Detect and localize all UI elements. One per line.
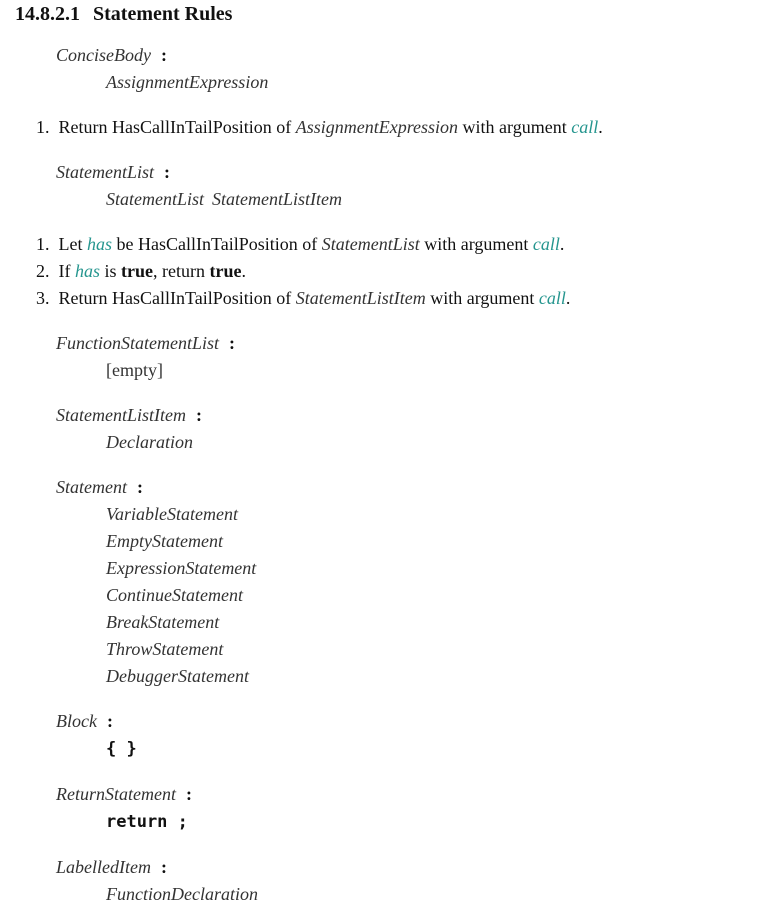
production-colon: : xyxy=(228,333,235,353)
variable-link[interactable]: call xyxy=(532,234,560,254)
nonterminal: AssignmentExpression xyxy=(106,72,269,92)
nonterminal: ExpressionStatement xyxy=(106,558,257,578)
algorithm-step xyxy=(36,288,570,315)
step-number: 1. xyxy=(36,117,50,137)
production-colon: : xyxy=(106,711,113,731)
nonterminal: AssignmentExpression xyxy=(295,117,459,137)
nonterminal: ContinueStatement xyxy=(106,585,243,605)
nonterminal: VariableStatement xyxy=(106,504,238,524)
step-text: with argument xyxy=(425,288,539,308)
step-text: Return HasCallInTailPosition of xyxy=(58,288,296,308)
production-colon: : xyxy=(160,857,167,877)
algorithm-step xyxy=(36,117,603,144)
keyword-true: true xyxy=(209,261,242,281)
nonterminal: Statement xyxy=(56,477,127,497)
production-lhs xyxy=(56,477,143,498)
algorithm-step xyxy=(36,234,570,261)
production-rhs xyxy=(106,739,137,759)
step-text: If xyxy=(58,261,75,281)
step-text: be HasCallInTailPosition of xyxy=(112,234,322,254)
step-text: is xyxy=(100,261,122,281)
variable-link[interactable]: call xyxy=(538,288,566,308)
production-lhs xyxy=(56,784,192,805)
algorithm-steps xyxy=(36,234,570,315)
production-lhs xyxy=(56,857,167,878)
nonterminal: StatementListItem xyxy=(295,288,426,308)
production-rhs xyxy=(106,558,256,579)
step-text: . xyxy=(565,288,571,308)
nonterminal: ThrowStatement xyxy=(106,639,224,659)
production-rhs xyxy=(106,639,223,660)
production-rhs xyxy=(106,72,268,93)
step-text: . xyxy=(241,261,246,281)
algorithm-step xyxy=(36,261,570,288)
step-text: with argument xyxy=(458,117,572,137)
nonterminal: StatementList xyxy=(106,189,204,209)
production-rhs xyxy=(106,504,238,525)
step-number: 1. xyxy=(36,234,50,254)
step-text: Let xyxy=(58,234,87,254)
nonterminal: ReturnStatement xyxy=(56,784,176,804)
production-rhs xyxy=(106,884,258,905)
production-colon: : xyxy=(195,405,202,425)
nonterminal: StatementListItem xyxy=(56,405,186,425)
nonterminal: LabelledItem xyxy=(56,857,151,877)
nonterminal: BreakStatement xyxy=(106,612,220,632)
algorithm-steps xyxy=(36,117,603,144)
keyword-true: true xyxy=(121,261,154,281)
production-rhs xyxy=(106,612,219,633)
production-colon: : xyxy=(185,784,192,804)
production-lhs xyxy=(56,333,235,354)
production-lhs xyxy=(56,162,170,183)
nonterminal: ConciseBody xyxy=(56,45,151,65)
production-rhs xyxy=(106,360,163,381)
terminal-symbol: return ; xyxy=(106,812,188,832)
nonterminal: StatementList xyxy=(56,162,154,182)
section-number: 14.8.2.1 xyxy=(15,3,80,25)
section-heading xyxy=(15,3,232,26)
production-rhs xyxy=(106,189,342,210)
nonterminal: FunctionStatementList xyxy=(56,333,219,353)
variable-link[interactable]: has xyxy=(87,234,113,254)
variable-link[interactable]: has xyxy=(75,261,101,281)
step-text: , return xyxy=(153,261,210,281)
production-colon: : xyxy=(160,45,167,65)
nonterminal: FunctionDeclaration xyxy=(106,884,258,904)
production-rhs xyxy=(106,585,243,606)
step-number: 2. xyxy=(36,261,50,281)
section-title: Statement Rules xyxy=(93,3,233,25)
nonterminal: StatementList xyxy=(321,234,420,254)
nonterminal: Block xyxy=(56,711,97,731)
nonterminal: EmptyStatement xyxy=(106,531,223,551)
production-rhs xyxy=(106,666,249,687)
nonterminal: Declaration xyxy=(106,432,193,452)
nonterminal: DebuggerStatement xyxy=(106,666,249,686)
production-colon: : xyxy=(164,162,170,182)
terminal-symbol: { } xyxy=(106,739,137,759)
variable-link[interactable]: call xyxy=(571,117,599,137)
step-number: 3. xyxy=(36,288,50,308)
nonterminal: StatementListItem xyxy=(212,189,342,209)
production-lhs xyxy=(56,405,202,426)
production-lhs xyxy=(56,711,113,732)
production-colon: : xyxy=(136,477,143,497)
production-rhs xyxy=(106,812,188,832)
production-rhs xyxy=(106,432,193,453)
production-lhs xyxy=(56,45,167,66)
step-text: . xyxy=(559,234,565,254)
step-text: Return HasCallInTailPosition of xyxy=(58,117,296,137)
empty-marker: [empty] xyxy=(106,360,163,380)
step-text: . xyxy=(598,117,603,137)
step-text: with argument xyxy=(419,234,533,254)
production-rhs xyxy=(106,531,223,552)
